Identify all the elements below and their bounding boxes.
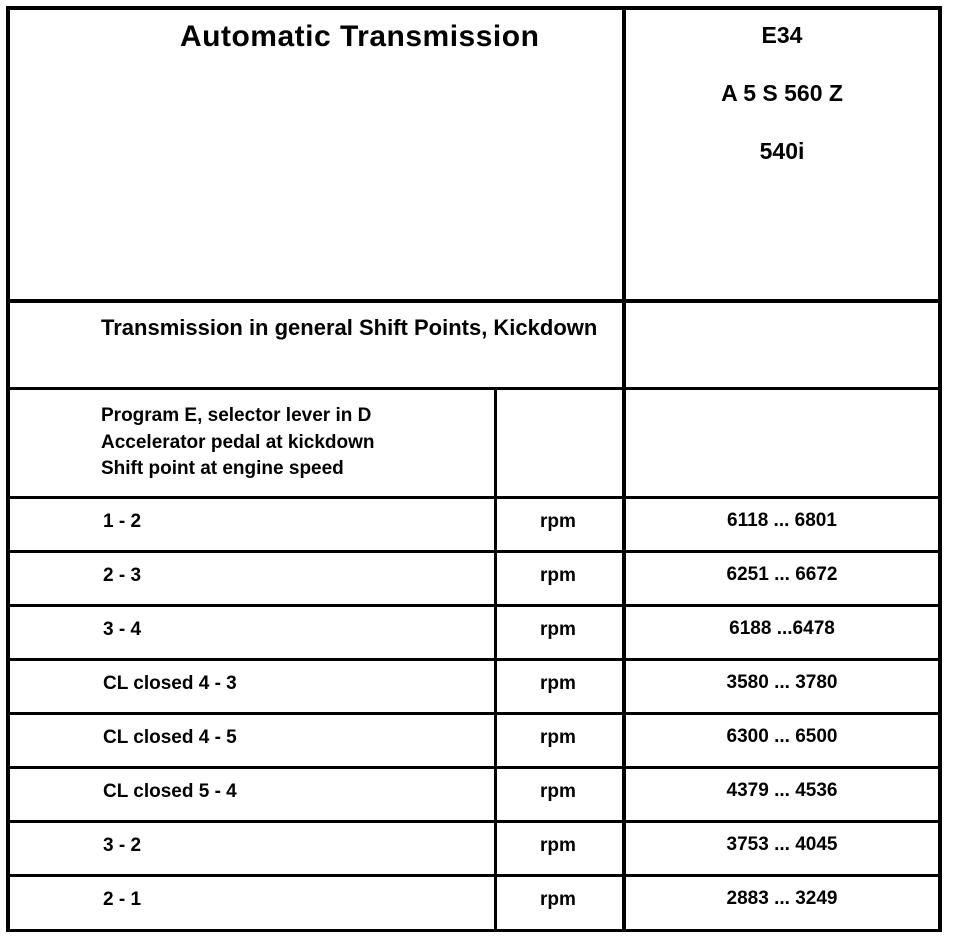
page-title: Automatic Transmission: [180, 20, 540, 53]
unit-label: rpm: [540, 781, 576, 802]
rpm-range: 2883 ... 3249: [726, 888, 838, 909]
table-border-left: [6, 6, 10, 932]
rpm-range: 6251 ... 6672: [726, 564, 838, 585]
row-divider: [6, 604, 942, 607]
table-border-bottom: [6, 929, 942, 932]
row-divider: [6, 496, 942, 499]
row-divider: [6, 820, 942, 823]
shift-label: CL closed 4 - 3: [103, 673, 237, 694]
unit-label: rpm: [540, 889, 576, 910]
row-divider: [6, 874, 942, 877]
section-title: Transmission in general Shift Points, Kickdown: [101, 315, 598, 340]
rpm-range: 4379 ... 4536: [726, 780, 838, 801]
row-divider: [6, 766, 942, 769]
condition-line: Program E, selector lever in D: [101, 405, 372, 426]
transmission-code: A 5 S 560 Z: [721, 80, 843, 106]
unit-label: rpm: [540, 565, 576, 586]
condition-line: Shift point at engine speed: [101, 458, 344, 479]
row-divider: [6, 387, 942, 390]
shift-label: 2 - 3: [103, 565, 142, 586]
unit-label: rpm: [540, 673, 576, 694]
shift-label: 3 - 2: [103, 835, 142, 856]
rpm-range: 3580 ... 3780: [726, 672, 838, 693]
unit-label: rpm: [540, 511, 576, 532]
row-divider: [6, 550, 942, 553]
shift-label: CL closed 5 - 4: [103, 781, 237, 802]
model-variant: 540i: [759, 138, 805, 164]
shift-label: 3 - 4: [103, 619, 142, 640]
shift-label: 2 - 1: [103, 889, 142, 910]
unit-label: rpm: [540, 619, 576, 640]
model-code: E34: [761, 22, 803, 48]
condition-line: Accelerator pedal at kickdown: [101, 432, 375, 453]
rpm-range: 6188 ...6478: [729, 618, 835, 639]
row-divider: [6, 299, 942, 303]
shift-label: 1 - 2: [103, 511, 142, 532]
table-border-right: [938, 6, 942, 932]
shift-label: CL closed 4 - 5: [103, 727, 237, 748]
row-divider: [6, 658, 942, 661]
unit-label: rpm: [540, 727, 576, 748]
rpm-range: 3753 ... 4045: [726, 834, 838, 855]
unit-label: rpm: [540, 835, 576, 856]
table-border-top: [6, 6, 942, 10]
row-divider: [6, 712, 942, 715]
rpm-range: 6118 ... 6801: [727, 510, 837, 531]
rpm-range: 6300 ... 6500: [726, 726, 838, 747]
